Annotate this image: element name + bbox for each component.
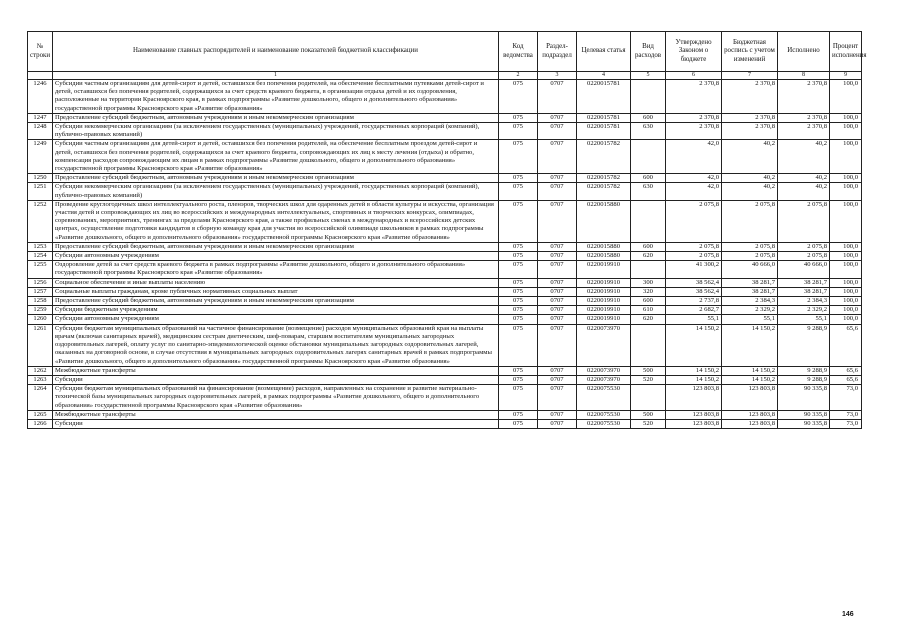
column-number: 9 (830, 72, 862, 80)
row-number: 1258 (28, 297, 53, 306)
budget-schedule-amount: 40,2 (722, 183, 778, 200)
column-number: 6 (666, 72, 722, 80)
target-article: 0220015781 (577, 123, 631, 140)
row-number: 1263 (28, 375, 53, 384)
execution-percent: 73,0 (830, 410, 862, 419)
executed-amount: 55,1 (778, 315, 830, 324)
execution-percent: 100,0 (830, 261, 862, 278)
table-row (28, 261, 862, 278)
section-code: 0707 (538, 297, 577, 306)
approved-amount: 38 562,4 (666, 287, 722, 296)
executed-amount: 40 666,0 (778, 261, 830, 278)
column-number: 8 (778, 72, 830, 80)
row-number: 1248 (28, 123, 53, 140)
executed-amount: 2 075,8 (778, 242, 830, 251)
approved-amount: 2 370,8 (666, 80, 722, 114)
table-row (28, 410, 862, 419)
row-name: Предоставление субсидий бюджетным, автономным учреждениям и иным некоммерческим организациям (53, 297, 499, 306)
row-number: 1257 (28, 287, 53, 296)
section-code: 0707 (538, 252, 577, 261)
column-number: 4 (577, 72, 631, 80)
row-name: Субсидии бюджетам муниципальных образований на финансирование (возмещение) расходов, направленных на сохранение и развитие материально-технической базы муниципальных загородных оздоровительных лагерей, в рамках подпрограммы «Развитие дошкольного, общего и дополнительного образования» государственной программы Красноярского края «Развитие образования» (53, 385, 499, 411)
executed-amount: 2 370,8 (778, 123, 830, 140)
section-code: 0707 (538, 324, 577, 366)
row-number: 1256 (28, 278, 53, 287)
approved-amount: 14 150,2 (666, 375, 722, 384)
row-number: 1262 (28, 366, 53, 375)
approved-amount: 123 803,8 (666, 419, 722, 428)
target-article: 0220015880 (577, 200, 631, 242)
row-number: 1264 (28, 385, 53, 411)
expense-type (631, 385, 666, 411)
executed-amount: 38 281,7 (778, 287, 830, 296)
dept-code: 075 (499, 252, 538, 261)
executed-amount: 2 075,8 (778, 200, 830, 242)
dept-code: 075 (499, 113, 538, 122)
section-code: 0707 (538, 242, 577, 251)
dept-code: 075 (499, 123, 538, 140)
budget-schedule-amount: 40 666,0 (722, 261, 778, 278)
budget-schedule-amount: 123 803,8 (722, 419, 778, 428)
column-number: 2 (499, 72, 538, 80)
page-number: 146 (842, 611, 854, 618)
target-article: 0220019910 (577, 297, 631, 306)
table-row (28, 200, 862, 242)
column-number: 1 (53, 72, 499, 80)
section-code: 0707 (538, 174, 577, 183)
approved-amount: 2 075,8 (666, 252, 722, 261)
budget-schedule-amount: 2 075,8 (722, 200, 778, 242)
section-code: 0707 (538, 140, 577, 174)
target-article: 0220073970 (577, 366, 631, 375)
execution-percent: 100,0 (830, 174, 862, 183)
executed-amount: 9 288,9 (778, 366, 830, 375)
table-row (28, 80, 862, 114)
budget-schedule-amount: 38 281,7 (722, 287, 778, 296)
dept-code: 075 (499, 324, 538, 366)
header-row-number: № строки (28, 32, 53, 72)
section-code: 0707 (538, 410, 577, 419)
execution-percent: 100,0 (830, 80, 862, 114)
dept-code: 075 (499, 297, 538, 306)
section-code: 0707 (538, 113, 577, 122)
executed-amount: 9 288,9 (778, 324, 830, 366)
row-number: 1247 (28, 113, 53, 122)
dept-code: 075 (499, 80, 538, 114)
table-row (28, 242, 862, 251)
table-row (28, 252, 862, 261)
dept-code: 075 (499, 419, 538, 428)
expense-type (631, 80, 666, 114)
target-article: 0220019910 (577, 315, 631, 324)
dept-code: 075 (499, 375, 538, 384)
budget-schedule-amount: 14 150,2 (722, 375, 778, 384)
expense-type: 520 (631, 375, 666, 384)
executed-amount: 90 335,8 (778, 385, 830, 411)
executed-amount: 2 384,3 (778, 297, 830, 306)
budget-schedule-amount: 123 803,8 (722, 385, 778, 411)
table-row (28, 287, 862, 296)
executed-amount: 90 335,8 (778, 410, 830, 419)
execution-percent: 100,0 (830, 242, 862, 251)
row-name: Социальное обеспечение и иные выплаты населению (53, 278, 499, 287)
approved-amount: 2 737,8 (666, 297, 722, 306)
approved-amount: 55,1 (666, 315, 722, 324)
row-name: Субсидии бюджетным учреждениям (53, 306, 499, 315)
budget-schedule-amount: 2 075,8 (722, 252, 778, 261)
execution-percent: 100,0 (830, 297, 862, 306)
table-row (28, 385, 862, 411)
target-article: 0220019910 (577, 261, 631, 278)
header-dept-code: Код ведомства (499, 32, 538, 72)
section-code: 0707 (538, 200, 577, 242)
row-number: 1246 (28, 80, 53, 114)
approved-amount: 42,0 (666, 174, 722, 183)
row-name: Межбюджетные трансферты (53, 410, 499, 419)
row-number: 1249 (28, 140, 53, 174)
budget-schedule-amount: 2 370,8 (722, 80, 778, 114)
dept-code: 075 (499, 261, 538, 278)
expense-type (631, 261, 666, 278)
expense-type: 500 (631, 366, 666, 375)
row-name: Субсидии автономным учреждениям (53, 315, 499, 324)
execution-percent: 100,0 (830, 252, 862, 261)
table-row (28, 140, 862, 174)
column-number (28, 72, 53, 80)
execution-percent: 73,0 (830, 419, 862, 428)
dept-code: 075 (499, 366, 538, 375)
row-name: Субсидии бюджетам муниципальных образований на частичное финансирование (возмещение) расходов муниципальных образований края на выплаты врачам (включая санитарных врачей), медицинским сестрам диетическим, шеф-поварам, старшим воспитателям муниципальных загородных оздоровительных лагерей, оплату услуг по санитарно-эпидемиологической оценке обстановки муниципальных загородных оздоровительных лагерей, оказанных на договорной основе, в случае отсутствия в муниципальных загородных оздоровительных лагерях санитарных врачей в рамках подпрограммы «Развитие дошкольного, общего и дополнительного образования» государственной программы Красноярского края «Развитие образования» (53, 324, 499, 366)
target-article: 0220075530 (577, 385, 631, 411)
section-code: 0707 (538, 419, 577, 428)
budget-schedule-amount: 2 370,8 (722, 123, 778, 140)
row-number: 1266 (28, 419, 53, 428)
budget-report-page (27, 31, 867, 429)
section-code: 0707 (538, 80, 577, 114)
executed-amount: 9 288,9 (778, 375, 830, 384)
budget-schedule-amount: 14 150,2 (722, 366, 778, 375)
approved-amount: 42,0 (666, 140, 722, 174)
budget-schedule-amount: 2 075,8 (722, 242, 778, 251)
dept-code: 075 (499, 278, 538, 287)
expense-type: 520 (631, 419, 666, 428)
execution-percent: 100,0 (830, 140, 862, 174)
executed-amount: 2 075,8 (778, 252, 830, 261)
row-number: 1261 (28, 324, 53, 366)
approved-amount: 14 150,2 (666, 366, 722, 375)
section-code: 0707 (538, 183, 577, 200)
target-article: 0220073970 (577, 324, 631, 366)
row-number: 1251 (28, 183, 53, 200)
row-name: Оздоровление детей за счет средств краевого бюджета в рамках подпрограммы «Развитие дошкольного, общего и дополнительного образования» государственной программы Красноярского края «Развитие образования» (53, 261, 499, 278)
approved-amount: 14 150,2 (666, 324, 722, 366)
row-name: Проведение круглогодичных школ интеллектуального роста, пленэров, творческих школ для одаренных детей в области культуры и искусства, организация участия детей и сопровождающих их лиц во всероссийских и международных интеллектуальных, спортивных и творческих конкурсах, олимпиадах, соревнованиях, мероприятиях, тренингах за пределами Красноярского края, а также профильных сменах в международных и всероссийских детских центрах, осуществление подготовки кандидатов в сборную команду края для участия во всероссийской олимпиаде школьников в рамках подпрограммы «Развитие дошкольного, общего и дополнительного образования» государственной программы Красноярского края «Развитие образования» (53, 200, 499, 242)
header-percent: Процент исполнения (830, 32, 862, 72)
header-target-article: Целевая статья (577, 32, 631, 72)
section-code: 0707 (538, 385, 577, 411)
budget-schedule-amount: 55,1 (722, 315, 778, 324)
expense-type: 600 (631, 242, 666, 251)
header-section: Раздел-подраздел (538, 32, 577, 72)
target-article: 0220019910 (577, 278, 631, 287)
section-code: 0707 (538, 315, 577, 324)
row-number: 1252 (28, 200, 53, 242)
row-name: Субсидии (53, 419, 499, 428)
row-number: 1255 (28, 261, 53, 278)
table-row (28, 375, 862, 384)
target-article: 0220015781 (577, 113, 631, 122)
header-name: Наименование главных распорядителей и наименование показателей бюджетной классификации (53, 32, 499, 72)
header-approved: Утверждено Законом о бюджете (666, 32, 722, 72)
expense-type: 630 (631, 183, 666, 200)
expense-type (631, 200, 666, 242)
table-row (28, 183, 862, 200)
row-number: 1265 (28, 410, 53, 419)
approved-amount: 2 075,8 (666, 242, 722, 251)
target-article: 0220015782 (577, 183, 631, 200)
row-number: 1259 (28, 306, 53, 315)
budget-schedule-amount: 14 150,2 (722, 324, 778, 366)
execution-percent: 100,0 (830, 306, 862, 315)
execution-percent: 100,0 (830, 183, 862, 200)
executed-amount: 2 329,2 (778, 306, 830, 315)
expense-type (631, 324, 666, 366)
table-row (28, 315, 862, 324)
row-name: Субсидии (53, 375, 499, 384)
approved-amount: 2 682,7 (666, 306, 722, 315)
execution-percent: 100,0 (830, 278, 862, 287)
section-code: 0707 (538, 287, 577, 296)
header-row (28, 32, 862, 72)
row-name: Субсидии некоммерческим организациям (за исключением государственных (муниципальных) учреждений, государственных корпораций (компаний), публично-правовых компаний) (53, 183, 499, 200)
section-code: 0707 (538, 375, 577, 384)
approved-amount: 41 300,2 (666, 261, 722, 278)
budget-schedule-amount: 2 329,2 (722, 306, 778, 315)
table-body (28, 80, 862, 429)
row-name: Субсидии частным организациям для детей-сирот и детей, оставшихся без попечения родителей, на обеспечение бесплатными путевками детей-сирот и детей, оставшихся без попечения родителей, содержащихся за счет средств краевого бюджета, в организации отдыха детей и их оздоровления, расположенные на территории Красноярского края, в рамках подпрограммы «Развитие дошкольного, общего и дополнительного образования» государственной программы Красноярского края «Развитие образования» (53, 80, 499, 114)
table-row (28, 324, 862, 366)
execution-percent: 100,0 (830, 200, 862, 242)
header-budget-schedule: Бюджетная роспись с учетом изменений (722, 32, 778, 72)
budget-table (27, 31, 867, 429)
row-number: 1260 (28, 315, 53, 324)
expense-type (631, 140, 666, 174)
dept-code: 075 (499, 200, 538, 242)
column-number: 7 (722, 72, 778, 80)
dept-code: 075 (499, 174, 538, 183)
row-number: 1250 (28, 174, 53, 183)
row-name: Межбюджетные трансферты (53, 366, 499, 375)
row-name: Социальные выплаты гражданам, кроме публичных нормативных социальных выплат (53, 287, 499, 296)
expense-type: 320 (631, 287, 666, 296)
expense-type: 500 (631, 410, 666, 419)
table-row (28, 113, 862, 122)
expense-type: 620 (631, 315, 666, 324)
executed-amount: 2 370,8 (778, 80, 830, 114)
execution-percent: 100,0 (830, 315, 862, 324)
budget-schedule-amount: 38 281,7 (722, 278, 778, 287)
expense-type: 600 (631, 297, 666, 306)
target-article: 0220015880 (577, 252, 631, 261)
row-name: Предоставление субсидий бюджетным, автономным учреждениям и иным некоммерческим организациям (53, 174, 499, 183)
table-row (28, 297, 862, 306)
approved-amount: 2 370,8 (666, 123, 722, 140)
header-expense-type: Вид расходов (631, 32, 666, 72)
execution-percent: 100,0 (830, 123, 862, 140)
budget-schedule-amount: 123 803,8 (722, 410, 778, 419)
budget-schedule-amount: 40,2 (722, 140, 778, 174)
dept-code: 075 (499, 287, 538, 296)
dept-code: 075 (499, 385, 538, 411)
expense-type: 300 (631, 278, 666, 287)
expense-type: 630 (631, 123, 666, 140)
section-code: 0707 (538, 278, 577, 287)
row-name: Предоставление субсидий бюджетным, автономным учреждениям и иным некоммерческим организациям (53, 113, 499, 122)
row-name: Субсидии автономным учреждениям (53, 252, 499, 261)
row-name: Предоставление субсидий бюджетным, автономным учреждениям и иным некоммерческим организациям (53, 242, 499, 251)
budget-schedule-amount: 40,2 (722, 174, 778, 183)
section-code: 0707 (538, 366, 577, 375)
target-article: 0220075530 (577, 419, 631, 428)
budget-schedule-amount: 2 370,8 (722, 113, 778, 122)
column-number-row (28, 72, 862, 80)
dept-code: 075 (499, 242, 538, 251)
section-code: 0707 (538, 306, 577, 315)
dept-code: 075 (499, 183, 538, 200)
expense-type: 620 (631, 252, 666, 261)
dept-code: 075 (499, 306, 538, 315)
expense-type: 610 (631, 306, 666, 315)
executed-amount: 40,2 (778, 174, 830, 183)
target-article: 0220019910 (577, 306, 631, 315)
column-number: 3 (538, 72, 577, 80)
row-name: Субсидии частным организациям для детей-сирот и детей, оставшихся без попечения родителей, на обеспечение бесплатным проездом детей-сирот и детей, оставшихся без попечения родителей, содержащихся за счет краевого бюджета, сопровождающих их лиц к месту лечения (отдыха) и обратно, компенсация расходов сопровождающим их лицам в рамках подпрограммы «Развитие дошкольного, общего и дополнительного образования» государственной программы Красноярского края «Развитие образования» (53, 140, 499, 174)
table-row (28, 123, 862, 140)
execution-percent: 100,0 (830, 113, 862, 122)
header-executed: Исполнено (778, 32, 830, 72)
approved-amount: 123 803,8 (666, 385, 722, 411)
table-row (28, 306, 862, 315)
executed-amount: 38 281,7 (778, 278, 830, 287)
table-row (28, 366, 862, 375)
executed-amount: 90 335,8 (778, 419, 830, 428)
column-number: 5 (631, 72, 666, 80)
approved-amount: 2 075,8 (666, 200, 722, 242)
approved-amount: 38 562,4 (666, 278, 722, 287)
execution-percent: 65,6 (830, 375, 862, 384)
target-article: 0220015880 (577, 242, 631, 251)
row-name: Субсидии некоммерческим организациям (за исключением государственных (муниципальных) учреждений, государственных корпораций (компаний), публично-правовых компаний) (53, 123, 499, 140)
target-article: 0220015781 (577, 80, 631, 114)
executed-amount: 40,2 (778, 140, 830, 174)
dept-code: 075 (499, 315, 538, 324)
approved-amount: 123 803,8 (666, 410, 722, 419)
section-code: 0707 (538, 261, 577, 278)
table-row (28, 174, 862, 183)
target-article: 0220015782 (577, 174, 631, 183)
expense-type: 600 (631, 113, 666, 122)
execution-percent: 100,0 (830, 287, 862, 296)
execution-percent: 73,0 (830, 385, 862, 411)
dept-code: 075 (499, 140, 538, 174)
expense-type: 600 (631, 174, 666, 183)
target-article: 0220019910 (577, 287, 631, 296)
row-number: 1253 (28, 242, 53, 251)
section-code: 0707 (538, 123, 577, 140)
target-article: 0220075530 (577, 410, 631, 419)
executed-amount: 40,2 (778, 183, 830, 200)
execution-percent: 65,6 (830, 366, 862, 375)
budget-schedule-amount: 2 384,3 (722, 297, 778, 306)
approved-amount: 42,0 (666, 183, 722, 200)
target-article: 0220015782 (577, 140, 631, 174)
executed-amount: 2 370,8 (778, 113, 830, 122)
dept-code: 075 (499, 410, 538, 419)
table-row (28, 278, 862, 287)
approved-amount: 2 370,8 (666, 113, 722, 122)
row-number: 1254 (28, 252, 53, 261)
execution-percent: 65,6 (830, 324, 862, 366)
target-article: 0220073970 (577, 375, 631, 384)
table-row (28, 419, 862, 428)
